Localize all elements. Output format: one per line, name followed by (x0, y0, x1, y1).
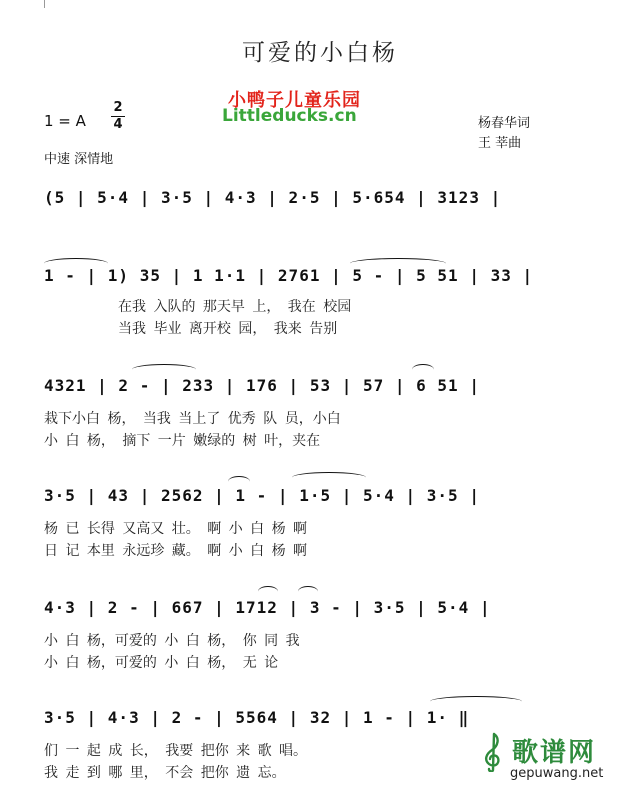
meter-bottom: 4 (113, 117, 123, 132)
tie-arc (132, 364, 196, 375)
lyric-line-3-verse-2: 小 白 杨， 摘下 一片 嫩绿的 树 叶，夹在 (44, 433, 321, 449)
footer-url: gepuwang.net (510, 766, 604, 781)
tempo-marking: 中速 深情地 (44, 152, 114, 167)
tie-arc (430, 696, 522, 707)
lyric-line-5-verse-2: 小 白 杨，可爱的 小 白 杨， 无 论 (44, 655, 279, 671)
lyric-line-4-verse-1: 杨 已 长得 又高又 壮。 啊 小 白 杨 啊 (44, 521, 308, 537)
lyric-line-2-verse-1: 在我 入队的 那天早 上， 我在 校园 (118, 299, 352, 315)
composer-credit: 王 莘曲 (478, 136, 522, 151)
notation-line-1: (5 | 5·4 | 3·5 | 4·3 | 2·5 | 5·654 | 3123 | (44, 188, 502, 207)
lyricist-credit: 杨春华词 (478, 116, 531, 131)
notation-line-4: 3·5 | 43 | 2562 | 1 - | 1·5 | 5·4 | 3·5 | (44, 486, 480, 505)
notation-line-5: 4·3 | 2 - | 667 | 1712 | 3 - | 3·5 | 5·4 | (44, 598, 491, 617)
slur-arc (412, 364, 434, 375)
time-signature (110, 100, 126, 133)
notation-line-2: 1 - | 1) 35 | 1 1·1 | 2761 | 5 - | 5 51 | 33 | (44, 266, 534, 285)
song-title: 可爱的小白杨 (242, 40, 398, 66)
treble-clef-icon (480, 732, 506, 772)
lyric-line-4-verse-2: 日 记 本里 永远珍 藏。 啊 小 白 杨 啊 (44, 543, 308, 559)
slur-arc (298, 586, 318, 597)
key-signature: 1 = A (44, 112, 86, 130)
watermark-logo-en: Littleducks.cn (222, 106, 357, 126)
corner-mark (44, 0, 45, 8)
slur-arc (258, 586, 278, 597)
meter-top: 2 (113, 100, 123, 115)
lyric-line-5-verse-1: 小 白 杨，可爱的 小 白 杨， 你 同 我 (44, 633, 300, 649)
notation-line-6: 3·5 | 4·3 | 2 - | 5564 | 32 | 1 - | 1· ‖ (44, 708, 470, 727)
lyric-line-6-verse-2: 我 走 到 哪 里， 不会 把你 遗 忘。 (44, 765, 286, 781)
lyric-line-6-verse-1: 们 一 起 成 长， 我要 把你 来 歌 唱。 (44, 743, 308, 759)
lyric-line-3-verse-1: 栽下小白 杨， 当我 当上了 优秀 队 员，小白 (44, 411, 341, 427)
watermark-logo-cn: 小鸭子儿童乐园 (228, 90, 361, 111)
footer-brand: 歌谱网 (512, 738, 597, 768)
notation-line-3: 4321 | 2 - | 233 | 176 | 53 | 57 | 6 51 | (44, 376, 480, 395)
tie-arc (292, 472, 366, 483)
lyric-line-2-verse-2: 当我 毕业 离开校 园， 我来 告别 (118, 321, 338, 337)
